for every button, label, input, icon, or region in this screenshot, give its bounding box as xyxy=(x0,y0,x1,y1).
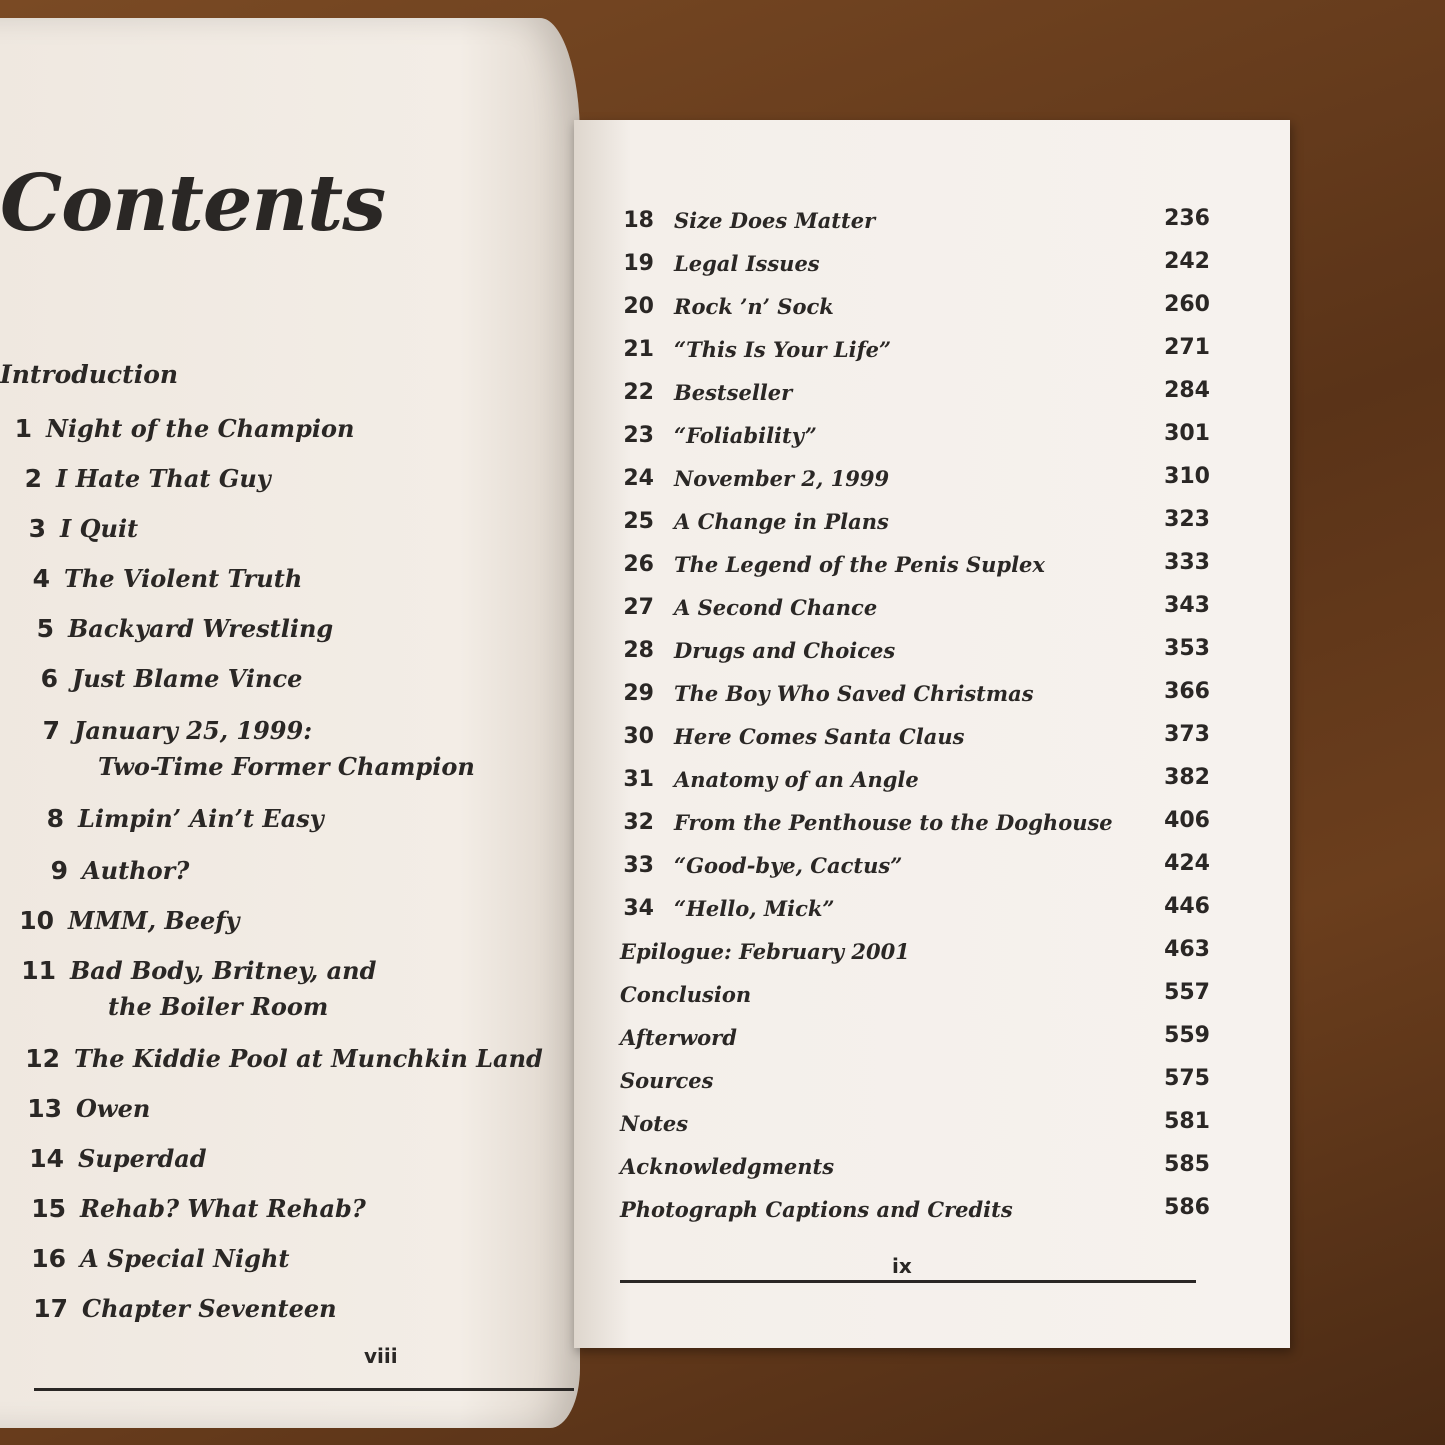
page-ref: 446 xyxy=(1164,894,1210,919)
toc-entry xyxy=(14,804,324,833)
toc-back-matter-entry xyxy=(620,1109,1210,1141)
page-number-left: viii xyxy=(364,1344,398,1368)
chapter-title: A Change in Plans xyxy=(674,509,889,534)
toc-entry xyxy=(16,956,376,985)
toc-entry xyxy=(620,593,1210,625)
chapter-title: “Hello, Mick” xyxy=(674,896,835,921)
page-ref: 353 xyxy=(1164,636,1210,661)
chapter-number: 12 xyxy=(25,1044,60,1073)
chapter-title: Rock ’n’ Sock xyxy=(674,294,834,319)
chapter-title: Chapter Seventeen xyxy=(82,1294,337,1323)
toc-entry xyxy=(620,550,1210,582)
chapter-title: Owen xyxy=(76,1094,151,1123)
chapter-title: A Special Night xyxy=(80,1244,290,1273)
page-ref: 559 xyxy=(1164,1023,1210,1048)
chapter-number: 5 xyxy=(36,614,54,643)
chapter-number: 30 xyxy=(623,724,654,749)
toc-entry xyxy=(620,206,1210,238)
toc-entry xyxy=(620,292,1210,324)
page-ref: 333 xyxy=(1164,550,1210,575)
chapter-number: 31 xyxy=(623,767,654,792)
toc-entry xyxy=(620,636,1210,668)
page-ref: 557 xyxy=(1164,980,1210,1005)
right-page xyxy=(574,120,1290,1348)
page-ref: 301 xyxy=(1164,421,1210,446)
toc-entry xyxy=(620,378,1210,410)
toc-entry xyxy=(16,856,189,885)
toc-entry xyxy=(20,1044,543,1073)
chapter-title: A Second Chance xyxy=(674,595,878,620)
chapter-number: 4 xyxy=(32,564,50,593)
chapter-title: “Good-bye, Cactus” xyxy=(674,853,903,878)
chapter-title: The Kiddie Pool at Munchkin Land xyxy=(74,1044,543,1073)
chapter-number: 21 xyxy=(623,337,654,362)
page-ref: 463 xyxy=(1164,937,1210,962)
toc-back-matter-entry xyxy=(620,1195,1210,1227)
toc-entry xyxy=(620,894,1210,926)
chapter-title-continued: Two-Time Former Champion xyxy=(98,752,475,781)
chapter-number: 13 xyxy=(27,1094,62,1123)
page-rule-left xyxy=(34,1388,574,1391)
page-ref: 585 xyxy=(1164,1152,1210,1177)
chapter-number: 1 xyxy=(14,414,32,443)
chapter-number: 29 xyxy=(623,681,654,706)
chapter-title: From the Penthouse to the Doghouse xyxy=(674,810,1113,835)
toc-entry xyxy=(10,664,302,693)
toc-entry xyxy=(28,1294,337,1323)
chapter-number: 32 xyxy=(623,810,654,835)
chapter-number: 16 xyxy=(31,1244,66,1273)
page-ref: 271 xyxy=(1164,335,1210,360)
toc-entry xyxy=(620,421,1210,453)
chapter-number: 17 xyxy=(33,1294,68,1323)
page-ref: 323 xyxy=(1164,507,1210,532)
chapter-number: 6 xyxy=(40,664,58,693)
chapter-title: Bad Body, Britney, and xyxy=(70,956,377,985)
toc-back-matter-entry xyxy=(620,980,1210,1012)
chapter-title: The Violent Truth xyxy=(64,564,303,593)
toc-entry xyxy=(24,1144,207,1173)
chapter-title: Bestseller xyxy=(674,380,793,405)
chapter-number: 23 xyxy=(623,423,654,448)
chapter-number: 34 xyxy=(623,896,654,921)
chapter-title: MMM, Beefy xyxy=(68,906,240,935)
toc-entry xyxy=(620,851,1210,883)
chapter-title: Size Does Matter xyxy=(674,208,876,233)
page-rule-right xyxy=(620,1280,1196,1283)
section-title: Photograph Captions and Credits xyxy=(620,1197,1013,1222)
chapter-number: 9 xyxy=(50,856,68,885)
toc-entry xyxy=(620,249,1210,281)
section-title: Notes xyxy=(620,1111,689,1136)
page-ref: 366 xyxy=(1164,679,1210,704)
page-ref: 343 xyxy=(1164,593,1210,618)
chapter-number: 19 xyxy=(623,251,654,276)
chapter-number: 3 xyxy=(28,514,46,543)
chapter-number: 15 xyxy=(31,1194,66,1223)
page-ref: 242 xyxy=(1164,249,1210,274)
page-ref: 310 xyxy=(1164,464,1210,489)
toc-entry xyxy=(620,507,1210,539)
toc-entry xyxy=(14,906,240,935)
chapter-title: Limpin’ Ain’t Easy xyxy=(78,804,324,833)
chapter-number: 14 xyxy=(29,1144,64,1173)
toc-entry xyxy=(4,514,138,543)
chapter-number: 11 xyxy=(21,956,56,985)
toc-entry xyxy=(620,808,1210,840)
left-toc-list xyxy=(0,18,580,1428)
chapter-number: 33 xyxy=(623,853,654,878)
section-title: Epilogue: February 2001 xyxy=(620,939,910,964)
page-ref: 424 xyxy=(1164,851,1210,876)
toc-entry xyxy=(6,564,302,593)
chapter-number: 26 xyxy=(623,552,654,577)
chapter-title: Drugs and Choices xyxy=(674,638,896,663)
chapter-title-continued: the Boiler Room xyxy=(108,992,329,1021)
chapter-number: 25 xyxy=(623,509,654,534)
chapter-title: “Foliability” xyxy=(674,423,817,448)
chapter-number: 24 xyxy=(623,466,654,491)
toc-entry xyxy=(620,722,1210,754)
page-ref: 373 xyxy=(1164,722,1210,747)
toc-entry xyxy=(2,464,271,493)
chapter-title: I Quit xyxy=(60,514,139,543)
chapter-title: November 2, 1999 xyxy=(674,466,890,491)
toc-entry xyxy=(12,716,312,745)
chapter-title: Anatomy of an Angle xyxy=(674,767,919,792)
page-ref: 382 xyxy=(1164,765,1210,790)
toc-back-matter-entry xyxy=(620,1152,1210,1184)
left-page xyxy=(0,18,580,1428)
chapter-title: Night of the Champion xyxy=(46,414,355,443)
section-title: Acknowledgments xyxy=(620,1154,835,1179)
chapter-title: Backyard Wrestling xyxy=(68,614,334,643)
chapter-number: 22 xyxy=(623,380,654,405)
page-ref: 236 xyxy=(1164,206,1210,231)
chapter-title: “This Is Your Life” xyxy=(674,337,892,362)
chapter-title: January 25, 1999: xyxy=(74,716,313,745)
toc-back-matter-entry xyxy=(620,937,1210,969)
page-ref: 406 xyxy=(1164,808,1210,833)
section-title: Conclusion xyxy=(620,982,752,1007)
page-number-right: ix xyxy=(892,1254,912,1278)
toc-entry xyxy=(620,679,1210,711)
chapter-title: I Hate That Guy xyxy=(56,464,271,493)
toc-entry xyxy=(26,1244,289,1273)
chapter-number: 18 xyxy=(623,208,654,233)
toc-back-matter-entry xyxy=(620,1023,1210,1055)
chapter-title: Author? xyxy=(82,856,190,885)
toc-entry xyxy=(0,414,354,443)
page-ref: 284 xyxy=(1164,378,1210,403)
chapter-number: 27 xyxy=(623,595,654,620)
page-ref: 575 xyxy=(1164,1066,1210,1091)
chapter-title: Just Blame Vince xyxy=(72,664,303,693)
toc-entry xyxy=(620,464,1210,496)
contents-title: Contents xyxy=(0,158,386,249)
chapter-title: The Legend of the Penis Suplex xyxy=(674,552,1045,577)
toc-entry xyxy=(22,1094,150,1123)
toc-entry xyxy=(620,335,1210,367)
chapter-number: 8 xyxy=(46,804,64,833)
chapter-title: Superdad xyxy=(78,1144,207,1173)
chapter-number: 2 xyxy=(24,464,42,493)
section-title: Sources xyxy=(620,1068,714,1093)
toc-entry xyxy=(8,614,333,643)
section-title: Afterword xyxy=(620,1025,737,1050)
chapter-number: 10 xyxy=(19,906,54,935)
chapter-number: 7 xyxy=(42,716,60,745)
toc-back-matter-entry xyxy=(620,1066,1210,1098)
chapter-number: 28 xyxy=(623,638,654,663)
chapter-title: Legal Issues xyxy=(674,251,820,276)
toc-introduction: Introduction xyxy=(0,360,179,389)
page-ref: 581 xyxy=(1164,1109,1210,1134)
toc-entry xyxy=(26,1194,366,1223)
chapter-number: 20 xyxy=(623,294,654,319)
page-ref: 586 xyxy=(1164,1195,1210,1220)
page-ref: 260 xyxy=(1164,292,1210,317)
toc-entry xyxy=(620,765,1210,797)
chapter-title: The Boy Who Saved Christmas xyxy=(674,681,1034,706)
chapter-title: Here Comes Santa Claus xyxy=(674,724,965,749)
chapter-title: Rehab? What Rehab? xyxy=(80,1194,366,1223)
